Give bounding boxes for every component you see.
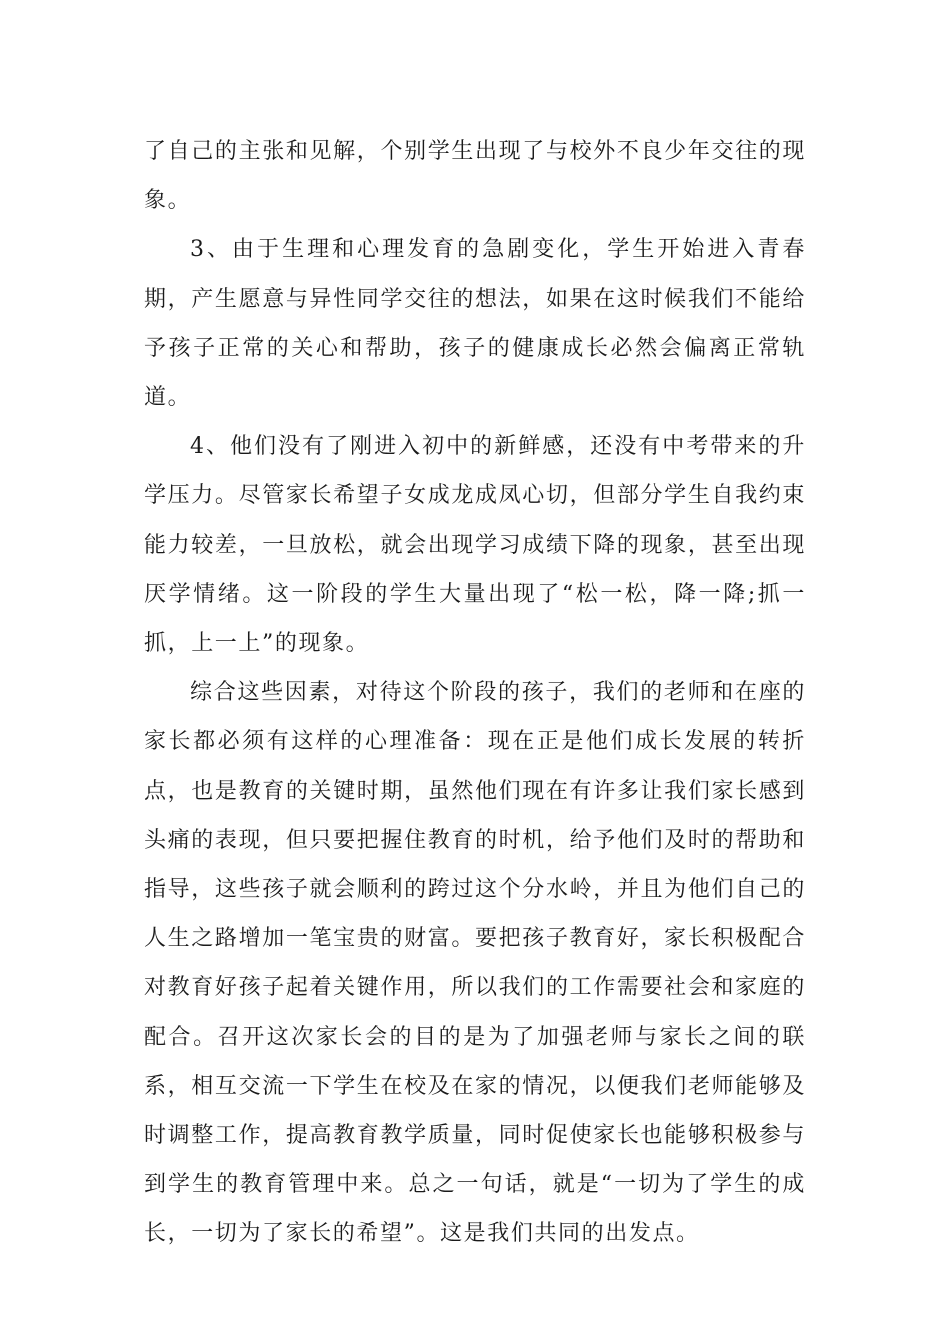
paragraph-point-3: 3、由于生理和心理发育的急剧变化，学生开始进入青春期，产生愿意与异性同学交往的想法，如果在这时候我们不能给予孩子正常的关心和帮助，孩子的健康成长必然会偏离正常轨道。: [144, 237, 806, 411]
paragraph-continuation: 了自己的主张和见解，个别学生出现了与校外不良少年交往的现象。: [144, 139, 806, 214]
paragraph-summary: 综合这些因素，对待这个阶段的孩子，我们的老师和在座的家长都必须有这样的心理准备：现在正是他们成长发展的转折点，也是教育的关键时期，虽然他们现在有许多让我们家长感到头痛的表现，但只要把握住教育的时机，给予他们及时的帮助和指导，这些孩子就会顺利的跨过这个分水岭，并且为他们自己的人生之路增加一笔宝贵的财富。要把孩子教育好，家长积极配合对教育好孩子起着关键作用，所以我们的工作需要社会和家庭的配合。召开这次家长会的目的是为了加强老师与家长之间的联系，相互交流一下学生在校及在家的情况，以便我们老师能够及时调整工作，提高教育教学质量，同时促使家长也能够积极参与到学生的教育管理中来。总之一句话，就是“一切为了学生的成长，一切为了家长的希望”。这是我们共同的出发点。: [144, 680, 806, 1247]
document-body: [144, 127, 806, 1259]
paragraph-point-4: 4、他们没有了刚进入初中的新鲜感，还没有中考带来的升学压力。尽管家长希望子女成龙成凤心切，但部分学生自我约束能力较差，一旦放松，就会出现学习成绩下降的现象，甚至出现厌学情绪。这一阶段的学生大量出现了“松一松，降一降;抓一抓，上一上”的现象。: [144, 434, 806, 657]
